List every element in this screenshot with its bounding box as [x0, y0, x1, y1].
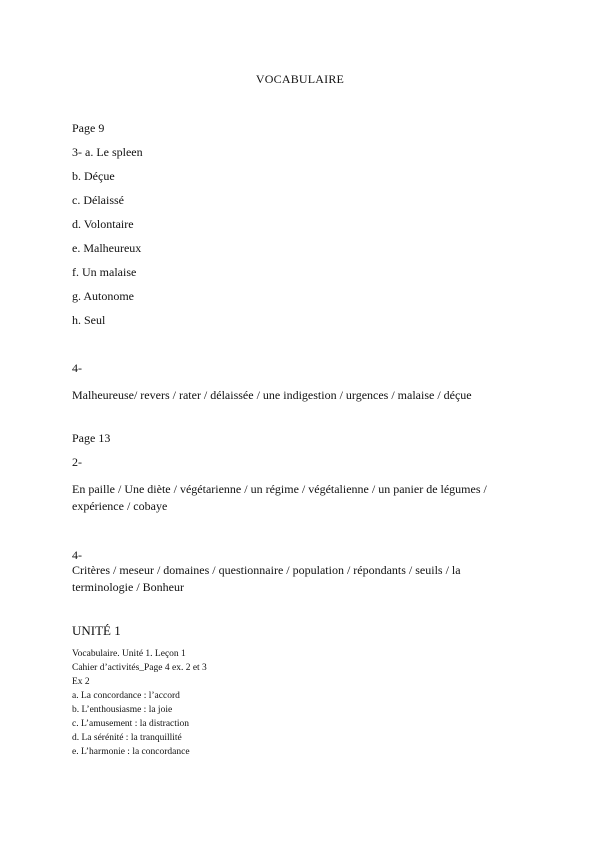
unite-line: b. L’enthousiasme : la joie — [72, 705, 173, 715]
p9-ex4-label: 4- — [72, 361, 82, 375]
unite-line: c. L’amusement : la distraction — [72, 719, 190, 729]
p9-item-c: c. Délaissé — [72, 193, 124, 207]
p9-item-a: 3- a. Le spleen — [72, 145, 143, 159]
p9-item-g: g. Autonome — [72, 289, 134, 303]
page-9-label: Page 9 — [72, 121, 105, 135]
p9-item-e: e. Malheureux — [72, 241, 142, 255]
unite-heading: UNITÉ 1 — [72, 623, 121, 638]
p13-ex2-label: 2- — [72, 455, 82, 469]
p13-ex2-text: En paille / Une diète / végétarienne / un régime / végétalienne / un panier de légumes / expérience / cobaye — [72, 482, 487, 513]
p9-ex4-text: Malheureuse/ revers / rater / délaissée / une indigestion / urgences / malaise / déçue — [72, 388, 472, 402]
p9-item-b: b. Déçue — [72, 169, 115, 183]
p9-item-d: d. Volontaire — [72, 217, 134, 231]
document-body — [72, 121, 512, 759]
p9-item-f: f. Un malaise — [72, 265, 137, 279]
unite-line: Ex 2 — [72, 677, 90, 687]
document-title: VOCABULAIRE — [255, 72, 345, 86]
p13-ex4-text: Critères / meseur / domaines / questionnaire / population / répondants / seuils / la terminologie / Bonheur — [72, 563, 461, 594]
p13-ex4-label: 4- — [72, 548, 82, 562]
unite-line: d. La sérénité : la tranquillité — [72, 733, 182, 743]
unite-line: Vocabulaire. Unité 1. Leçon 1 — [72, 649, 186, 659]
page-13-label: Page 13 — [72, 431, 111, 445]
p9-item-h: h. Seul — [72, 313, 106, 327]
unite-line: e. L’harmonie : la concordance — [72, 747, 190, 757]
unite-line: Cahier d’activités_Page 4 ex. 2 et 3 — [72, 663, 207, 673]
unite-line: a. La concordance : l’accord — [72, 691, 180, 701]
